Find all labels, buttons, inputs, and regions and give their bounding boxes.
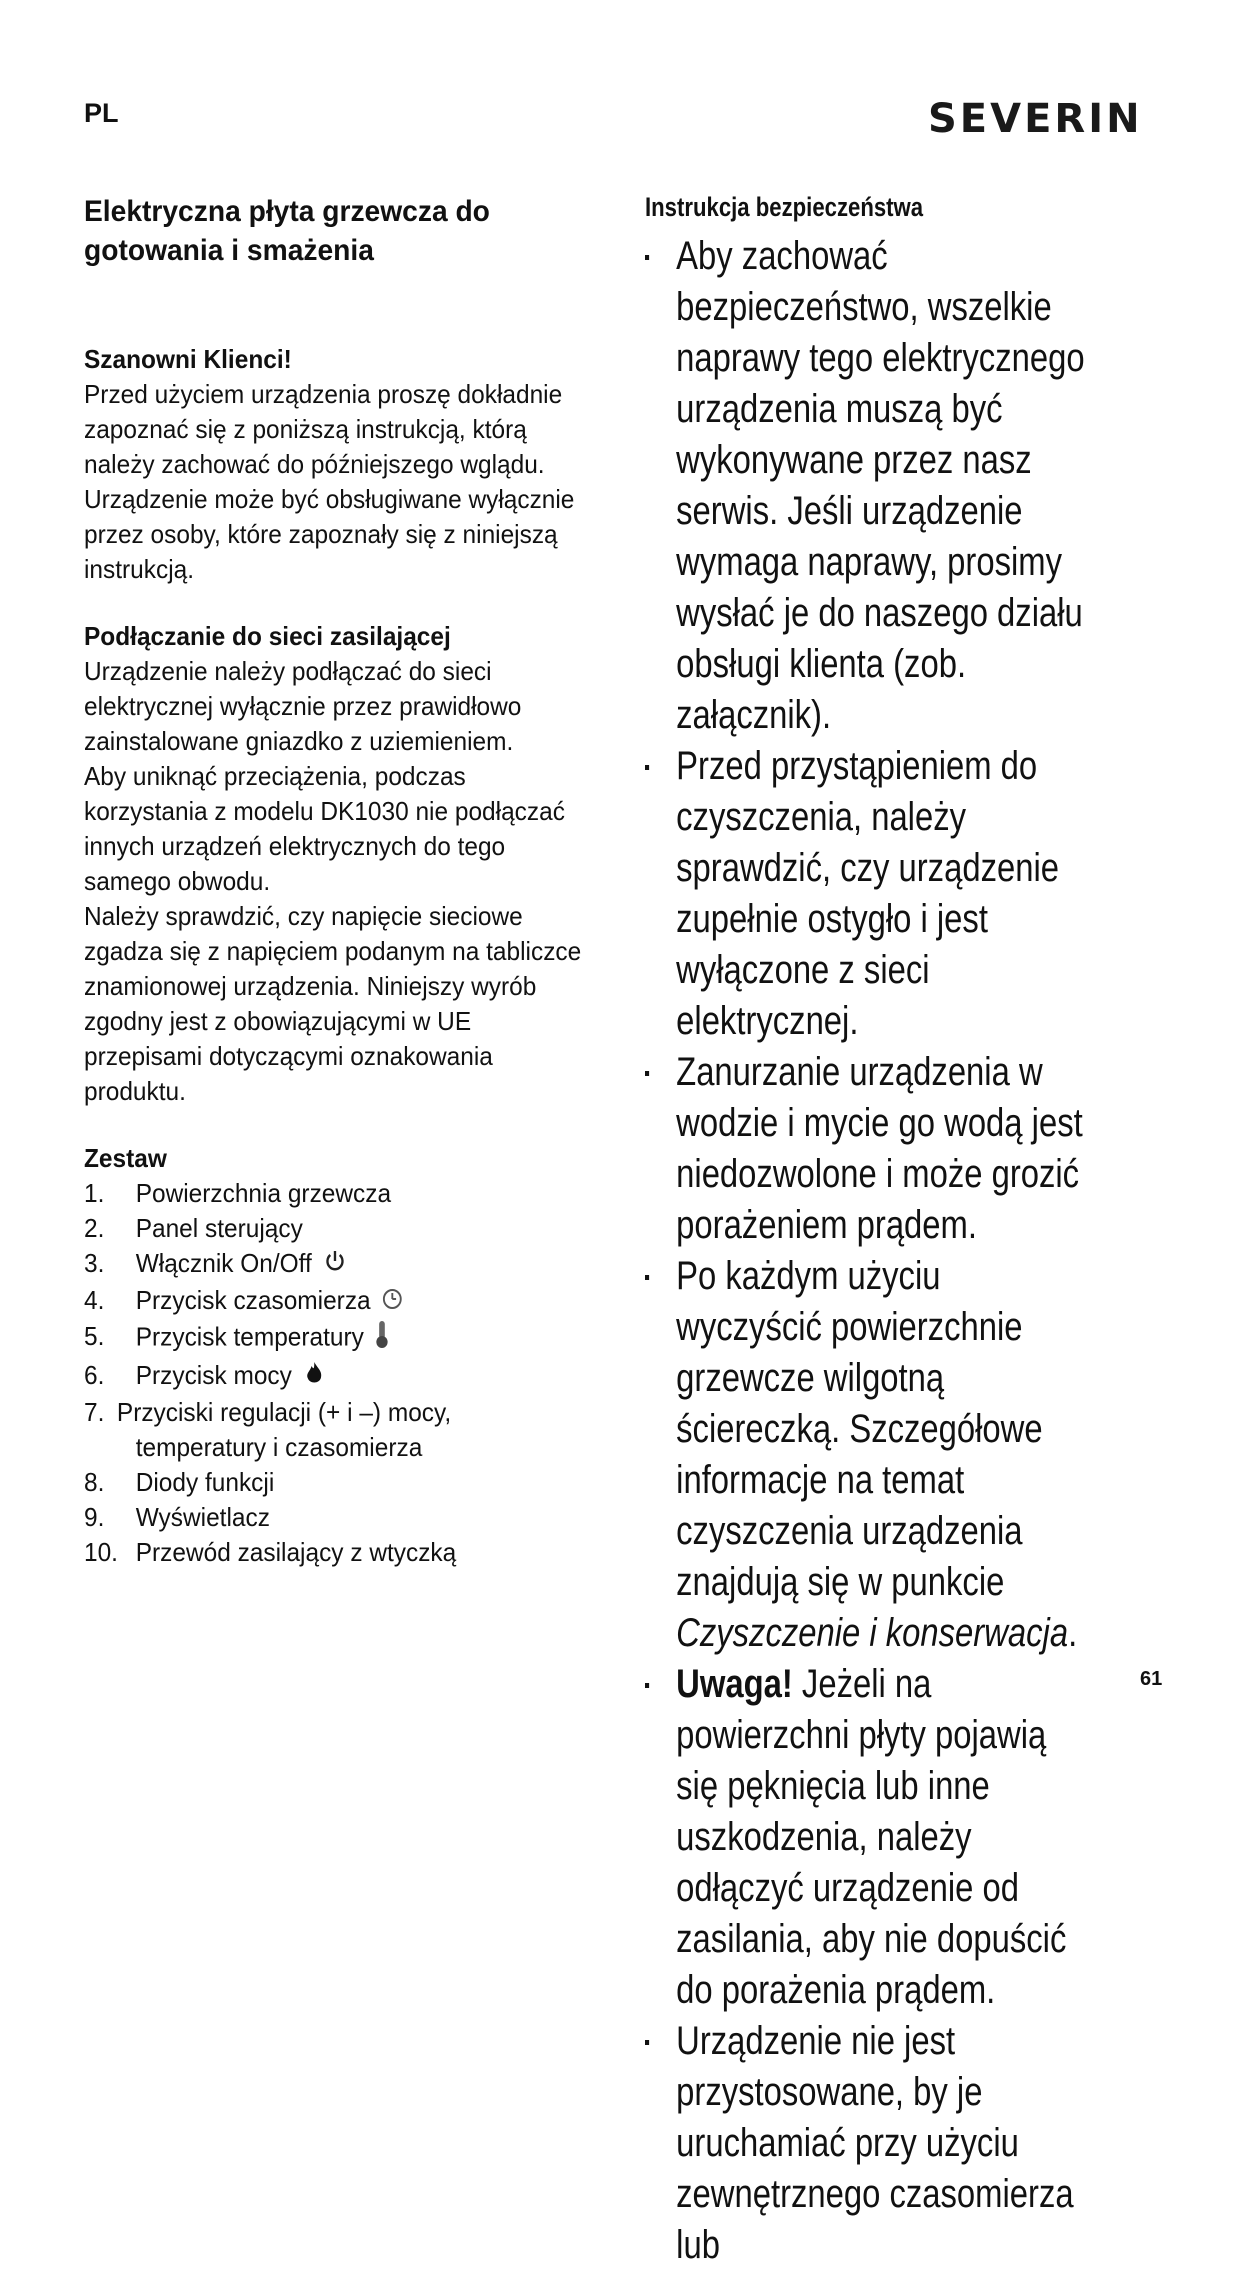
item-number: 6. — [84, 1360, 105, 1391]
safety-text: Aby zachować bezpieczeństwo, wszelkie naprawy tego elektrycznego urządzenia muszą być wykonywane przez nasz serwis. Jeśli urządzenie wymaga naprawy, prosimy wysłać je do naszego działu obsługi klienta (zob. załącznik). — [676, 234, 1085, 737]
safety-item — [645, 2016, 1088, 2271]
list-item — [84, 1283, 592, 1320]
item-number: 8. — [84, 1466, 105, 1497]
item-number: 4. — [84, 1284, 105, 1315]
set-heading: Zestaw — [84, 1143, 167, 1173]
safety-item — [645, 231, 1088, 741]
item-text: Diody funkcji — [135, 1466, 275, 1497]
item-number: 5. — [84, 1321, 105, 1352]
item-text: Przycisk mocy — [135, 1360, 292, 1391]
item-number: 1. — [84, 1178, 105, 1208]
list-item — [84, 1465, 592, 1500]
list-item — [84, 1246, 592, 1283]
safety-text: Przed przystąpieniem do czyszczenia, należy sprawdzić, czy urządzenie zupełnie ostygło i jest wyłączone z sieci elektrycznej. — [676, 744, 1059, 1043]
item-text: Włącznik On/Off — [135, 1248, 312, 1278]
safety-text: Po każdym użyciu wyczyścić powierzchnie grzewcze wilgotną ściereczką. Szczegółowe informacje na temat czyszczenia urządzenia znajdują się w punkcie — [676, 1254, 1043, 1604]
item-text: Powierzchnia grzewcza — [135, 1178, 392, 1208]
list-item — [84, 1500, 592, 1535]
language-code: PL — [84, 98, 119, 128]
item-number: 9. — [84, 1501, 105, 1532]
list-item — [84, 1358, 592, 1395]
item-text-continued: temperatury i czasomierza — [135, 1431, 423, 1462]
warning-label: Uwaga! — [676, 1662, 793, 1706]
brand-logo: SEVERIN — [928, 96, 1143, 142]
right-column — [645, 192, 1088, 2271]
connection-heading: Podłączanie do sieci zasilającej — [84, 621, 451, 651]
list-item — [84, 1395, 592, 1465]
power-icon — [322, 1248, 346, 1283]
safety-item — [645, 1251, 1088, 1659]
safety-heading: Instrukcja bezpieczeństwa — [645, 192, 924, 222]
greeting-text: Przed użyciem urządzenia proszę dokładnie zapoznać się z poniższą instrukcją, którą należy zachować do późniejszego wglądu. Urządzenie może być obsługiwane wyłącznie przez osoby, które zapoznały się z niniejszą instrukcją. — [84, 379, 575, 584]
connection-text: Aby uniknąć przeciążenia, podczas korzystania z modelu DK1030 nie podłączać innych urządzeń elektrycznych do tego samego obwodu. — [84, 761, 565, 896]
item-text: Przyciski regulacji (+ i –) mocy, — [116, 1396, 452, 1427]
page-number: 61 — [1140, 1668, 1163, 1690]
set-list — [84, 1176, 592, 1570]
item-number: 3. — [84, 1248, 105, 1278]
safety-item — [645, 1047, 1088, 1251]
left-column — [84, 192, 592, 1570]
list-item — [84, 1176, 592, 1211]
safety-item — [645, 1659, 1088, 2016]
section-reference: Czyszczenie i konserwacja — [676, 1611, 1069, 1655]
item-number: 2. — [84, 1213, 105, 1243]
timer-icon — [381, 1284, 404, 1319]
item-number: 7. — [84, 1396, 105, 1427]
safety-item — [645, 741, 1088, 1047]
safety-list — [645, 231, 1088, 2271]
connection-text: Należy sprawdzić, czy napięcie sieciowe zgadza się z napięciem podanym na tabliczce znamionowej urządzenia. Niniejszy wyrób zgodny jest z obowiązującymi w UE przepisami dotyczącymi oznakowania produktu. — [84, 901, 582, 1106]
item-text: Przycisk czasomierza — [135, 1284, 371, 1315]
safety-text: Urządzenie nie jest przystosowane, by je uruchamiać przy użyciu zewnętrznego czasomierza lub — [676, 2019, 1074, 2267]
item-number: 10. — [84, 1536, 118, 1567]
safety-text: Jeżeli na powierzchni płyty pojawią się pęknięcia lub inne uszkodzenia, należy odłączyć urządzenie od zasilania, aby nie dopuścić do porażenia prądem. — [676, 1662, 1067, 2012]
item-text: Panel sterujący — [135, 1213, 303, 1243]
flame-icon — [302, 1360, 326, 1395]
safety-text: Zanurzanie urządzenia w wodzie i mycie go wodą jest niedozwolone i może grozić porażeniem prądem. — [676, 1050, 1083, 1247]
page-title: Elektryczna płyta grzewcza do gotowania i smażenia — [84, 195, 490, 267]
list-item — [84, 1319, 592, 1358]
item-text: Przewód zasilający z wtyczką — [135, 1536, 457, 1567]
greeting-heading: Szanowni Klienci! — [84, 344, 292, 374]
item-text: Przycisk temperatury — [135, 1321, 364, 1352]
punctuation: . — [1068, 1611, 1078, 1655]
thermometer-icon — [374, 1319, 389, 1358]
connection-text: Urządzenie należy podłączać do sieci elektrycznej wyłącznie przez prawidłowo zainstalowane gniazdko z uziemieniem. — [84, 656, 522, 756]
list-item — [84, 1535, 592, 1570]
item-text: Wyświetlacz — [135, 1501, 270, 1532]
list-item — [84, 1211, 592, 1246]
